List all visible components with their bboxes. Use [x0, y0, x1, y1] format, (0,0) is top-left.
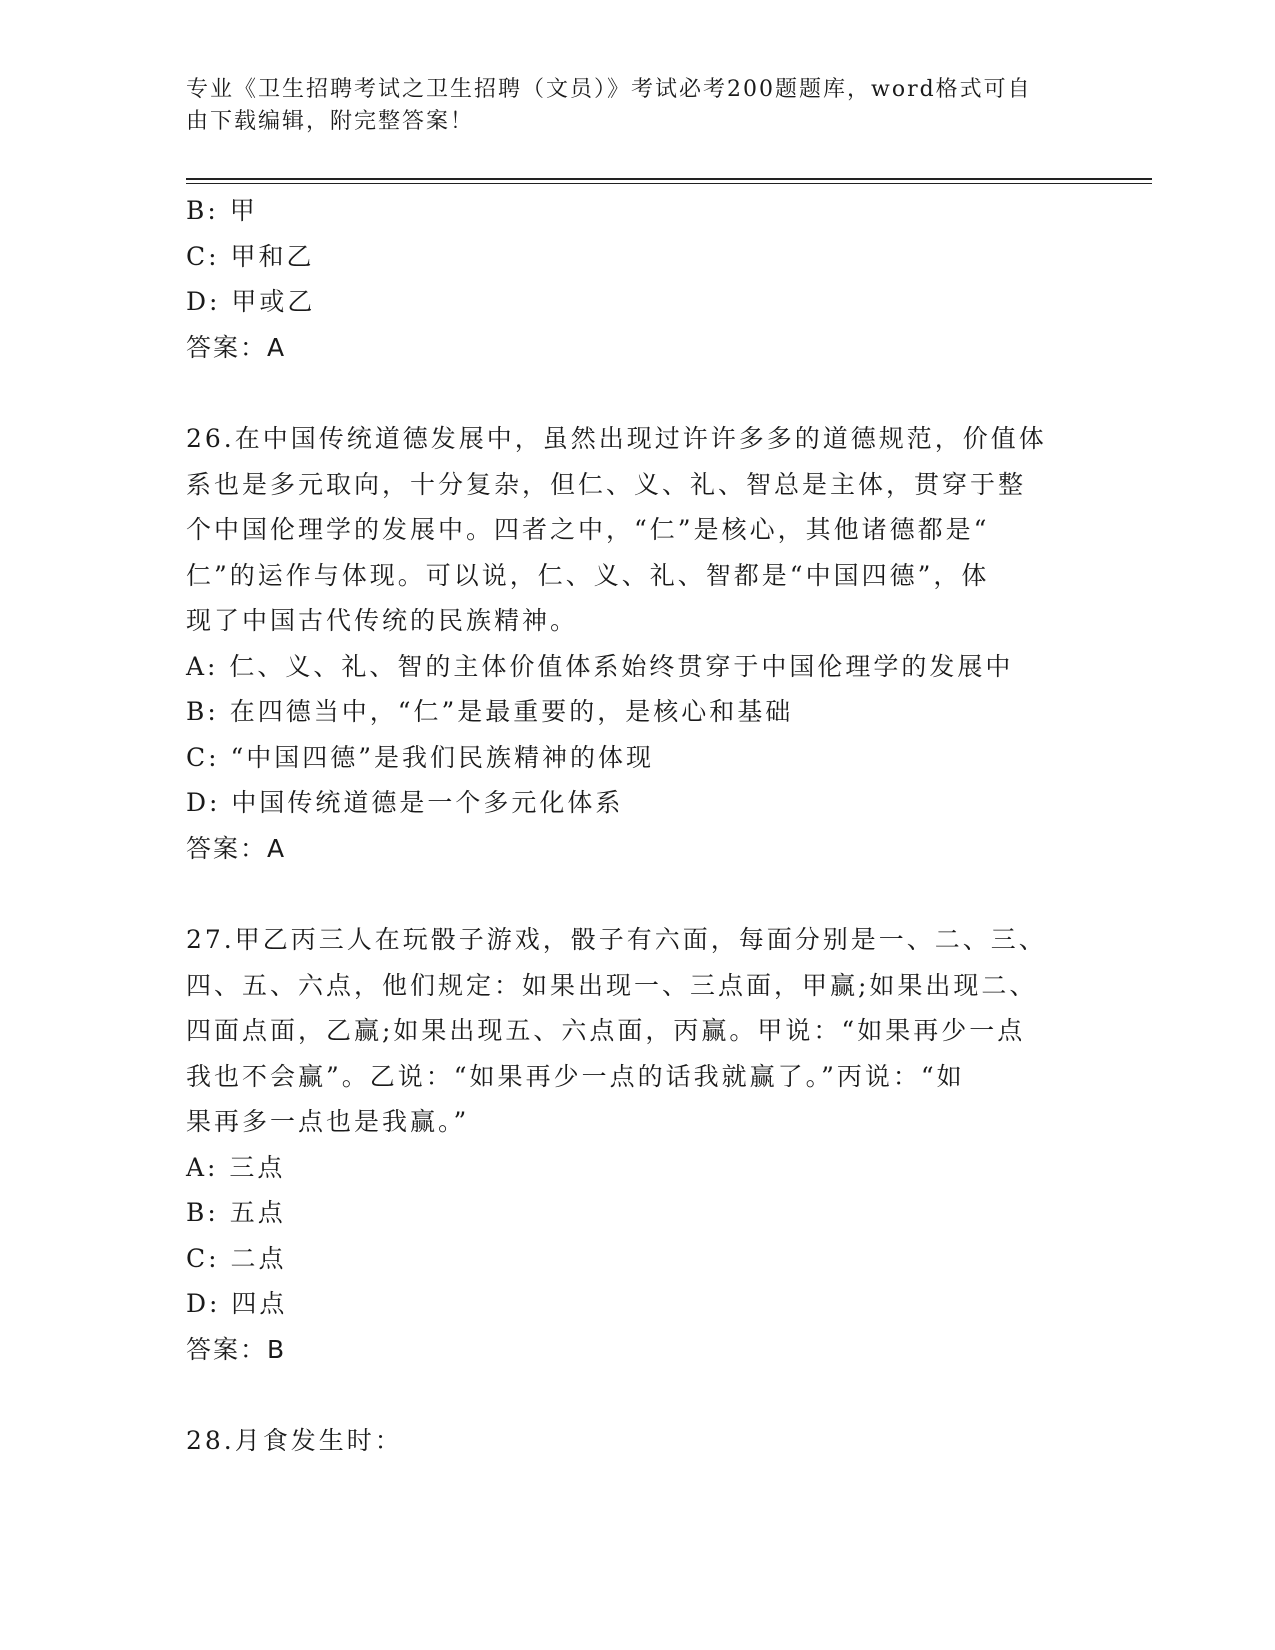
option-c: C: “中国四德”是我们民族精神的体现 — [186, 742, 655, 772]
question-spacer — [186, 1372, 1086, 1418]
question-stem-line: 28.月食发生时： — [186, 1426, 403, 1455]
header-line-2: 由下载编辑，附完整答案！ — [186, 109, 475, 134]
answer-line: 答案：B — [186, 1334, 287, 1364]
question-stem-line: 仁”的运作与体现。可以说，仁、义、礼、智都是“中国四德”，体 — [186, 560, 990, 590]
question-stem-line: 四面点面，乙赢;如果出现五、六点面，丙赢。甲说：“如果再少一点 — [186, 1016, 1026, 1045]
option-d: D: 四点 — [186, 1289, 288, 1318]
question-stem-line: 果再多一点也是我赢。” — [186, 1107, 470, 1136]
answer-line: 答案：A — [186, 833, 287, 863]
question-stem-line: 系也是多元取向，十分复杂，但仁、义、礼、智总是主体，贯穿于整 — [186, 469, 1027, 499]
header-rule-thin — [186, 183, 1152, 184]
header-rule-thick — [186, 178, 1152, 180]
question-stem-line: 个中国伦理学的发展中。四者之中，“仁”是核心，其他诸德都是“ — [186, 515, 990, 544]
question-28-block — [186, 1418, 1086, 1464]
option-b: B: 在四德当中，“仁”是最重要的，是核心和基础 — [186, 697, 794, 726]
option-d: D: 甲或乙 — [186, 287, 316, 316]
option-c: C: 甲和乙 — [186, 241, 315, 271]
question-stem-line: 27.甲乙丙三人在玩骰子游戏，骰子有六面，每面分别是一、二、三、 — [186, 925, 1047, 954]
answer-line: 答案：A — [186, 332, 287, 362]
question-stem-line: 现了中国古代传统的民族精神。 — [186, 606, 579, 635]
option-d: D: 中国传统道德是一个多元化体系 — [186, 788, 624, 817]
header-line-1: 专业《卫生招聘考试之卫生招聘（文员）》考试必考200题题库，word格式可自 — [186, 77, 1032, 102]
option-c: C: 二点 — [186, 1243, 287, 1273]
option-b: B: 五点 — [186, 1198, 286, 1227]
question-27-block — [186, 917, 1086, 1372]
document-header — [186, 74, 1066, 138]
question-spacer — [186, 370, 1086, 416]
question-content — [186, 188, 1086, 1464]
option-a: A: 三点 — [186, 1152, 286, 1182]
question-spacer — [186, 871, 1086, 917]
option-a: A: 仁、义、礼、智的主体价值体系始终贯穿于中国伦理学的发展中 — [186, 651, 1014, 681]
question-stem-line: 26.在中国传统道德发展中，虽然出现过许许多多的道德规范，价值体 — [186, 424, 1047, 453]
question-stem-line: 四、五、六点，他们规定：如果出现一、三点面，甲赢;如果出现二、 — [186, 970, 1038, 1000]
question-25-block — [186, 188, 1086, 370]
question-stem-line: 我也不会赢”。乙说：“如果再少一点的话我就赢了。”丙说：“如 — [186, 1061, 965, 1091]
option-b: B: 甲 — [186, 196, 258, 225]
question-26-block — [186, 416, 1086, 871]
